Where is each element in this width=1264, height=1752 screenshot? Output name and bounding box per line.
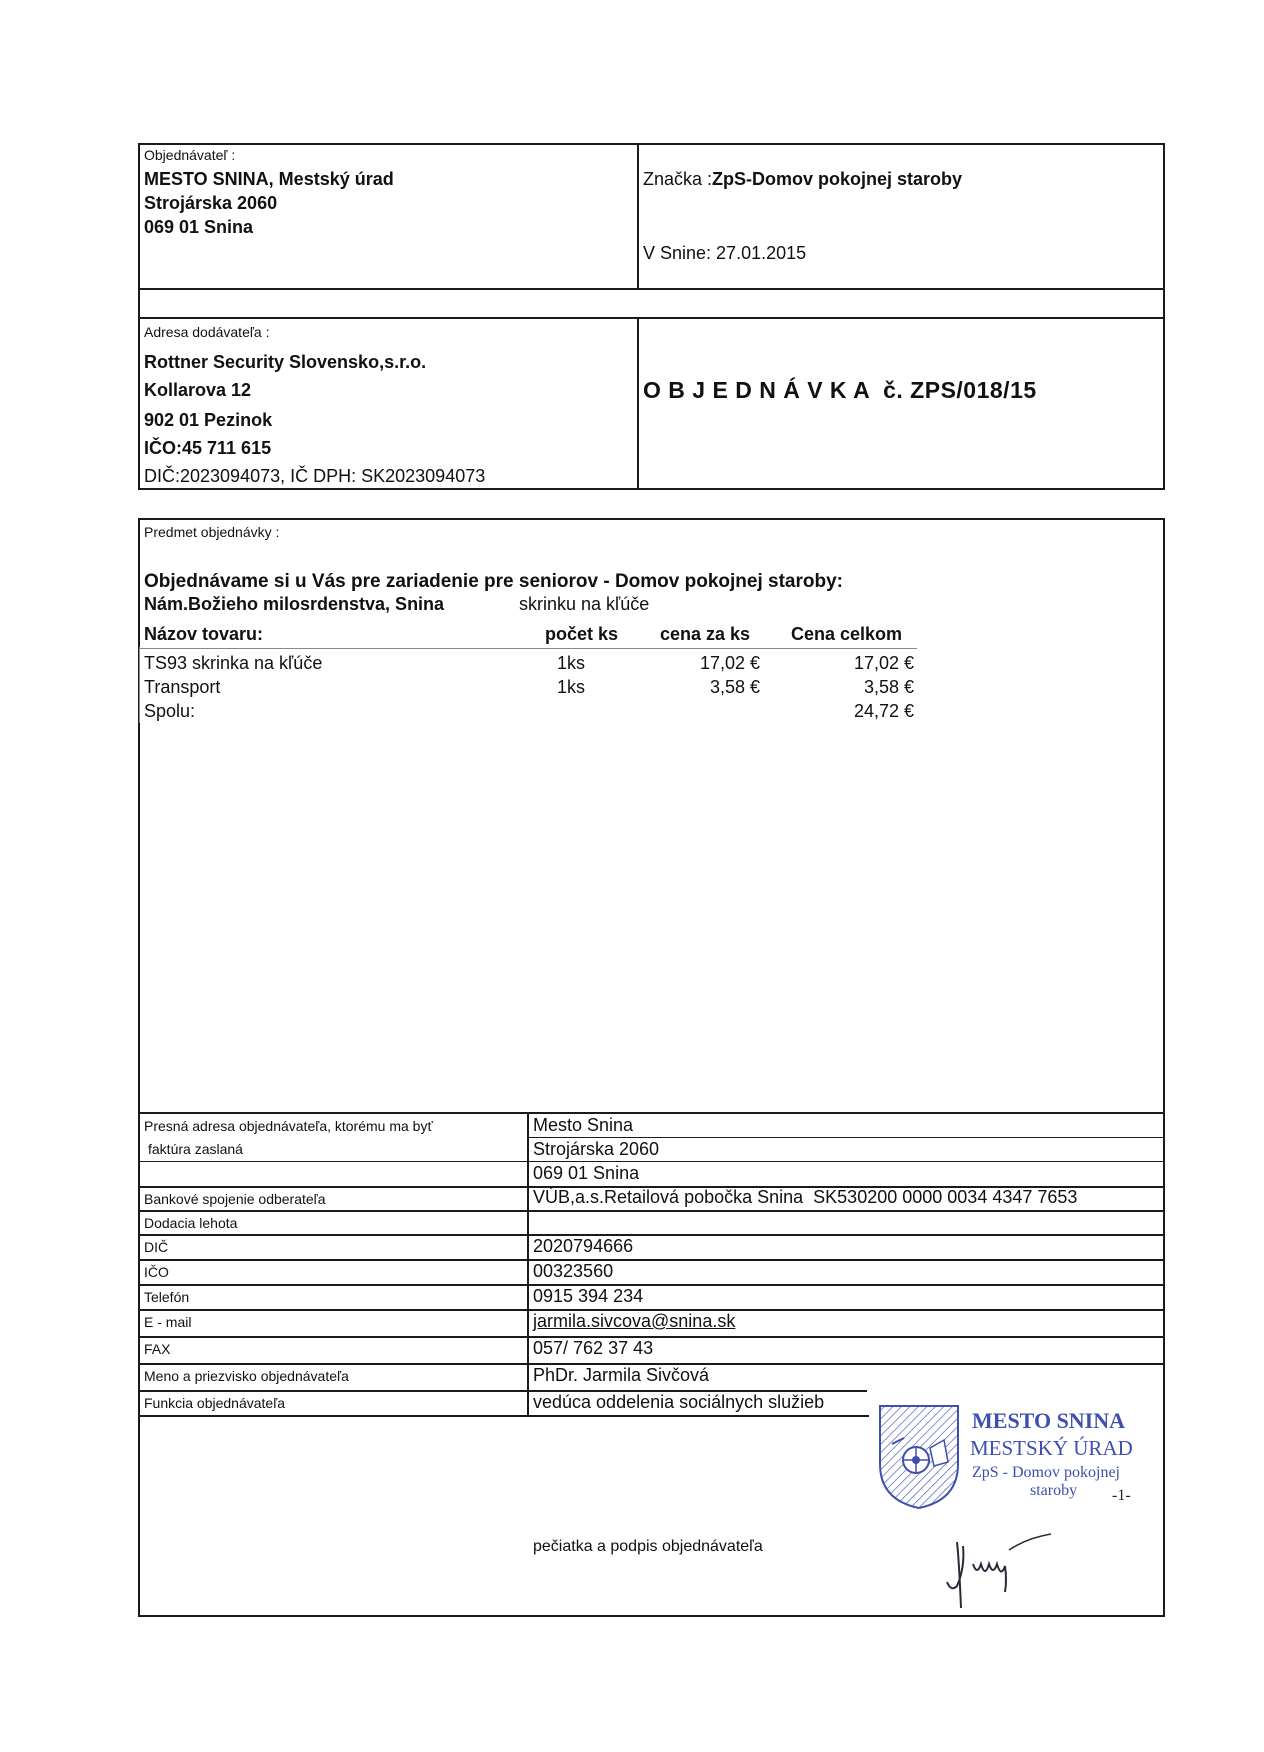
supplier-ico: IČO:45 711 615 (144, 438, 272, 458)
invoice-address-label-2: faktúra zaslaná (148, 1141, 243, 1157)
detail-row-line-0c (527, 1161, 1164, 1162)
place-date: V Snine: 27.01.2015 (643, 243, 807, 263)
supplier-name: Rottner Security Slovensko,s.r.o. (144, 352, 427, 372)
orderer-city: 069 01 Snina (144, 217, 254, 237)
detail-row-line-3 (139, 1234, 1164, 1236)
order-title: O B J E D N Á V K A č. ZPS/018/15 (643, 377, 1037, 403)
order-mark (643, 169, 962, 190)
item-row-1-name: TS93 skrinka na kľúče (144, 653, 323, 673)
email-label: E - mail (144, 1314, 192, 1330)
subject-item-desc: skrinku na kľúče (519, 594, 650, 614)
signature-label: pečiatka a podpis objednávateľa (533, 1538, 763, 1555)
stamp-line-1: MESTO SNINA (972, 1408, 1126, 1433)
invoice-address-value-1: Mesto Snina (533, 1115, 634, 1135)
item-row-2-qty: 1ks (557, 677, 586, 697)
order-mark-prefix: Značka : (643, 169, 713, 189)
bank-label: Bankové spojenie odberateľa (144, 1191, 326, 1207)
stamp-line-3: ZpS - Domov pokojnej (972, 1464, 1120, 1481)
item-row-2-total: 3,58 € (863, 677, 914, 697)
supplier-street: Kollarova 12 (144, 380, 252, 400)
function-label: Funkcia objednávateľa (144, 1395, 286, 1411)
orderer-street: Strojárska 2060 (144, 193, 278, 213)
supplier-city: 902 01 Pezinok (144, 410, 273, 430)
column-unit-header: cena za ks (660, 624, 751, 644)
subject-location: Nám.Božieho milosrdenstva, Snina (144, 594, 445, 614)
header-divider (637, 143, 639, 290)
ico-value: 00323560 (533, 1261, 614, 1281)
coat-of-arms-icon (878, 1404, 960, 1510)
stamp-line-2: MESTSKÝ ÚRAD (970, 1436, 1133, 1460)
detail-row-line-2 (139, 1210, 1164, 1212)
bank-value: VÚB,a.s.Retailová pobočka Snina SK530200 0000 0034 4347 7653 (533, 1187, 1078, 1207)
invoice-address-label-1: Presná adresa objednávateľa, ktorému ma byť (144, 1118, 433, 1134)
item-row-1-unit: 17,02 € (699, 653, 760, 673)
delivery-label: Dodacia lehota (144, 1215, 238, 1231)
detail-row-line-5 (139, 1284, 1164, 1286)
fax-value: 057/ 762 37 43 (533, 1338, 654, 1358)
item-row-2-name: Transport (144, 677, 221, 697)
invoice-address-value-3: 069 01 Snina (533, 1163, 640, 1183)
dic-label: DIČ (144, 1239, 169, 1255)
name-label: Meno a priezvisko objednávateľa (144, 1368, 349, 1384)
detail-row-line-4 (139, 1259, 1164, 1261)
stamp-page-mark: -1- (1112, 1487, 1131, 1504)
supplier-divider (637, 317, 639, 490)
orderer-name: MESTO SNINA, Mestský úrad (144, 169, 394, 189)
supplier-label: Adresa dodávateľa : (144, 324, 270, 340)
phone-label: Telefón (144, 1289, 190, 1305)
subject-intro: Objednávame si u Vás pre zariadenie pre seniorov - Domov pokojnej staroby: (144, 571, 843, 592)
dic-value: 2020794666 (533, 1236, 634, 1256)
stamp-line-4: staroby (1030, 1482, 1078, 1499)
details-divider (527, 1112, 529, 1416)
item-row-1-total: 17,02 € (853, 653, 914, 673)
items-left-rule (139, 647, 140, 723)
email-link[interactable]: jarmila.sivcova@snina.sk (533, 1311, 736, 1331)
invoice-address-value-2: Strojárska 2060 (533, 1139, 660, 1159)
detail-row-line-9 (139, 1390, 527, 1392)
sum-value: 24,72 € (853, 701, 914, 721)
supplier-dic: DIČ:2023094073, IČ DPH: SK2023094073 (144, 466, 486, 486)
name-value: PhDr. Jarmila Sivčová (533, 1365, 710, 1385)
order-mark-value: ZpS-Domov pokojnej staroby (712, 169, 963, 189)
column-qty-header: počet ks (545, 624, 619, 644)
subject-label: Predmet objednávky : (144, 524, 280, 540)
header-box (138, 143, 1165, 290)
phone-value: 0915 394 234 (533, 1286, 644, 1306)
spacer-band (138, 288, 1165, 319)
detail-row-line-10 (139, 1415, 869, 1417)
fax-label: FAX (144, 1341, 171, 1357)
ico-label: IČO (144, 1264, 169, 1280)
function-value: vedúca oddelenia sociálnych služieb (533, 1392, 825, 1412)
signature-scribble (935, 1520, 1075, 1612)
column-total-header: Cena celkom (791, 624, 903, 644)
detail-row-line-0 (139, 1161, 527, 1162)
detail-row-line-0b (527, 1137, 1164, 1138)
sum-label: Spolu: (144, 701, 196, 721)
orderer-label: Objednávateľ : (144, 147, 236, 163)
item-row-1-qty: 1ks (557, 653, 586, 673)
column-name-header: Názov tovaru: (144, 624, 264, 644)
item-row-divider (139, 648, 917, 649)
item-row-2-unit: 3,58 € (709, 677, 760, 697)
